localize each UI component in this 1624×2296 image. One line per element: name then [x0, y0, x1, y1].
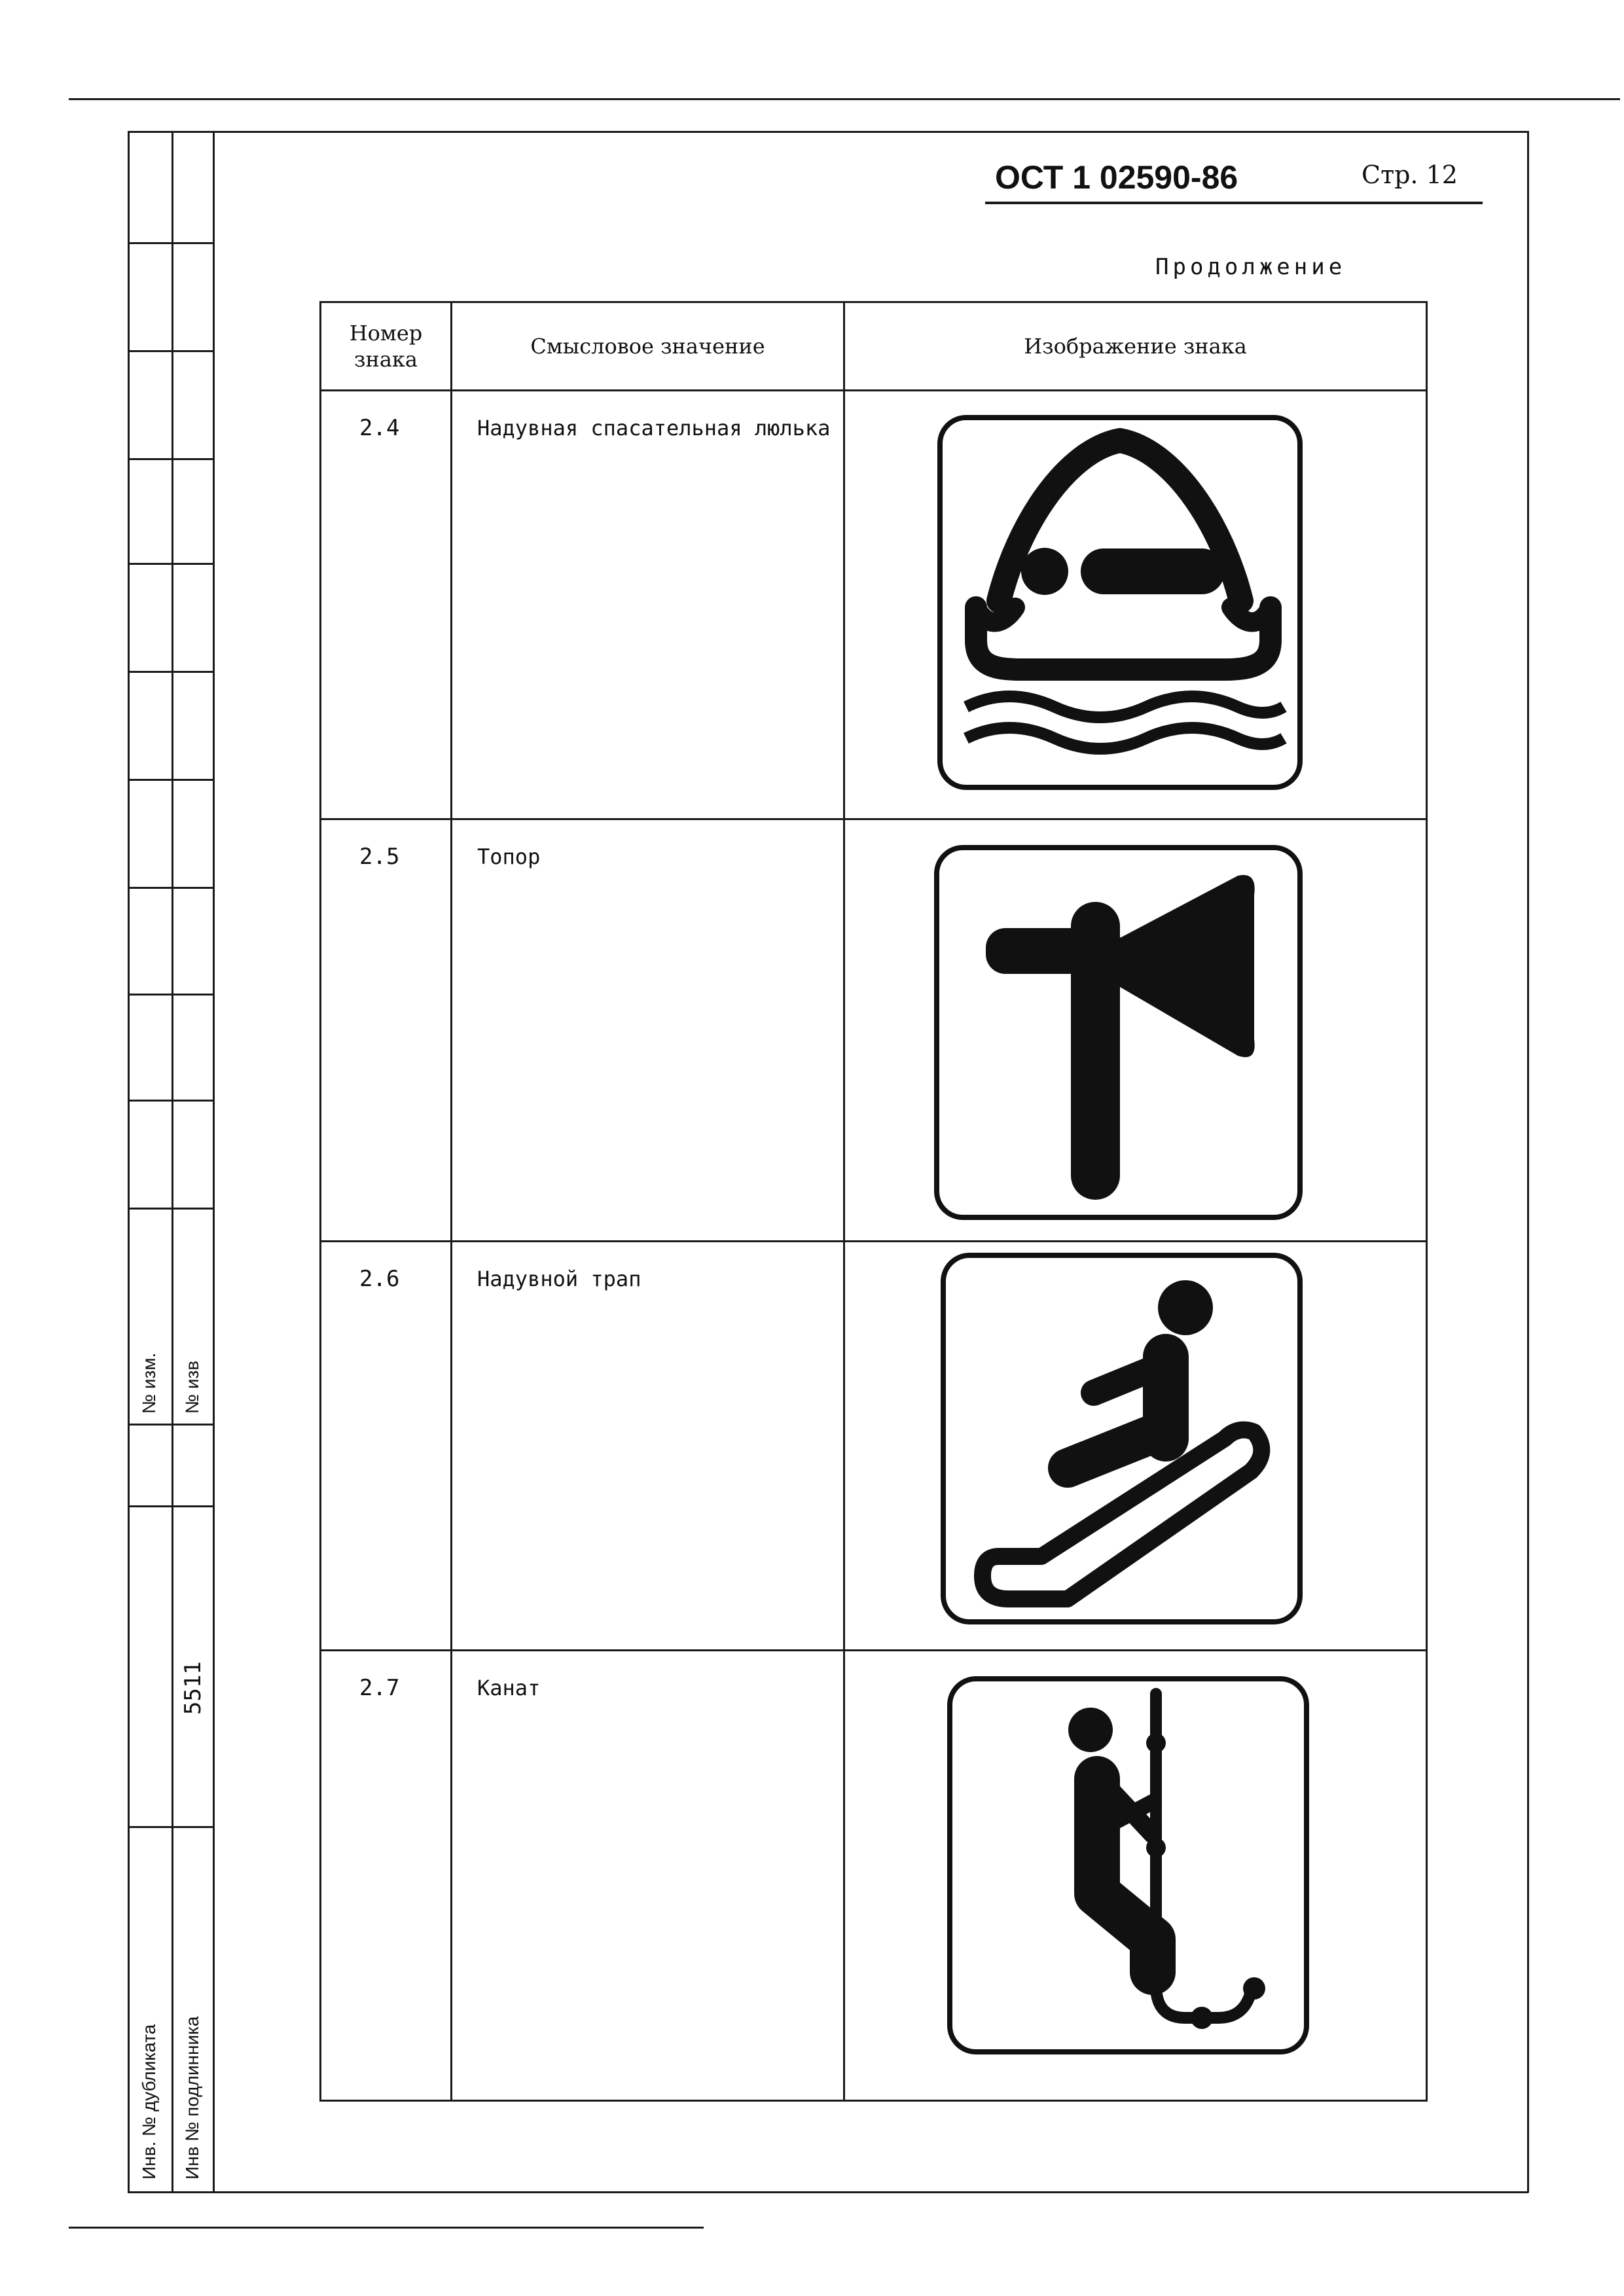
continuation-label: Продолжение — [1155, 254, 1346, 280]
sidebar-change-no: № изм. — [139, 1352, 159, 1414]
sign-image-cell — [844, 1651, 1427, 2101]
frame-right — [1527, 131, 1529, 2193]
sign-number: 2.5 — [321, 819, 452, 1242]
sidebar-duplicate-inv: Инв. № дубликата — [139, 2024, 159, 2179]
sign-meaning: Надувной трап — [452, 1242, 844, 1651]
sign-meaning: Топор — [452, 819, 844, 1242]
sign-image-cell — [844, 391, 1427, 819]
page-number: Стр. 12 — [1362, 160, 1458, 189]
document-code: ОСТ 1 02590-86 — [995, 159, 1238, 196]
table-row — [321, 391, 1427, 819]
sign-image-cell — [844, 819, 1427, 1242]
content-left-border — [213, 131, 215, 2193]
inflatable-slide-icon — [845, 1242, 1428, 1651]
table-header-row — [321, 302, 1427, 391]
table-row — [321, 819, 1427, 1242]
header-image: Изображение знака — [844, 302, 1427, 391]
sidebar-original-inv: Инв № подлинника — [182, 2016, 202, 2179]
sign-number: 2.7 — [321, 1651, 452, 2101]
table-row — [321, 1651, 1427, 2101]
frame-top — [128, 131, 1528, 133]
sign-meaning: Надувная спасательная люлька — [452, 391, 844, 819]
inflatable-raft-icon — [845, 391, 1428, 820]
frame-bottom — [128, 2191, 1528, 2193]
frame-left — [128, 131, 130, 2193]
sidebar-original-inv-value: 5511 — [180, 1661, 206, 1715]
sign-number: 2.4 — [321, 391, 452, 819]
table-row — [321, 1242, 1427, 1651]
sign-image-cell — [844, 1242, 1427, 1651]
header-meaning: Смысловое значение — [452, 302, 844, 391]
document-code-underline — [985, 202, 1483, 204]
signs-table — [319, 301, 1428, 2102]
bottom-scan-line — [69, 2227, 704, 2229]
rope-climb-icon — [845, 1651, 1428, 2102]
sidebar-divider — [171, 131, 173, 2193]
sign-meaning: Канат — [452, 1651, 844, 2101]
axe-icon — [845, 820, 1428, 1242]
top-border-line — [69, 98, 1620, 100]
sidebar-notice-no: № изв — [182, 1360, 202, 1414]
sign-number: 2.6 — [321, 1242, 452, 1651]
header-number: Номер знака — [321, 302, 452, 391]
